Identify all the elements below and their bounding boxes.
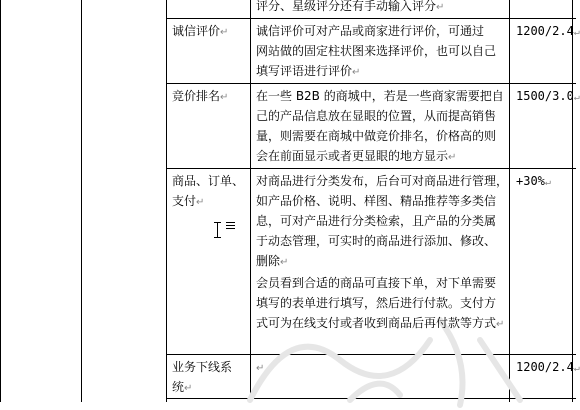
paragraph-mark: ↵ [280, 257, 289, 268]
description-line: 于动态管理，可实时的商品进行添加、修改、 [256, 234, 497, 248]
description-line: 会员看到合适的商品可直接下单，对下单需要 [256, 276, 497, 290]
description-line: 息，可对产品进行分类检索，且产品的分类属 [256, 214, 497, 228]
text-cursor-icon [214, 222, 222, 238]
paragraph-mark: ↵ [184, 383, 193, 394]
description-line: 评分、星级评分还有手动输入评分 [256, 0, 437, 13]
description-line: 量，则需要在商城中做竞价排名，价格高的则 [256, 129, 497, 143]
description-line: 会在前面显示或者更显眼的地方显示 [256, 149, 449, 163]
description-line: 如产品价格、说明、样图、精品推荐等多类信 [256, 194, 497, 208]
row-goods-price [516, 171, 551, 193]
column-divider-name-desc [166, 0, 167, 402]
row-goods-description [256, 171, 508, 335]
row-divider [166, 18, 576, 19]
row-bid-name [172, 86, 228, 108]
price-value: 1200/2.4 [516, 24, 574, 38]
table-border-left [81, 0, 82, 402]
description-line: 在一些 B2B 的商城中，若是一些商家需要把自 [256, 89, 504, 103]
row-offline-description [256, 357, 264, 379]
row-trust-description [256, 21, 496, 83]
paragraph-mark: ↵ [256, 363, 265, 374]
text-align-icon [226, 222, 235, 230]
table-border-left-outer [0, 0, 1, 402]
description-line: 己的产品信息放在显眼的位置，从而提高销售 [256, 109, 497, 123]
row-divider [166, 83, 576, 84]
row-goods-name [172, 171, 244, 213]
paragraph-mark: ↵ [220, 92, 229, 103]
paragraph-mark: ↵ [352, 67, 361, 78]
row-trust-price [516, 21, 580, 43]
table-border-right [572, 0, 573, 402]
price-value: 1200/2.4 [516, 360, 574, 374]
paragraph-mark: ↵ [448, 152, 457, 163]
row-trust-name [172, 21, 228, 43]
paragraph-mark: ↵ [573, 27, 580, 38]
paragraph-mark: ↵ [573, 363, 580, 374]
row-bid-price [516, 86, 580, 108]
paragraph-mark: ↵ [220, 27, 229, 38]
price-value: +30% [516, 174, 545, 188]
description-line: 诚信评价可对产品或商家进行评价，可通过 [256, 24, 485, 38]
description-line: 删除 [256, 254, 281, 268]
feature-name: 统 [172, 380, 185, 394]
price-value: 1500/3.0 [516, 89, 574, 103]
feature-name: 支付 [172, 194, 197, 208]
column-divider-desc-price [250, 0, 251, 402]
description-line: 网站做的固定柱状图来选择评价，也可以自己 [256, 44, 497, 58]
paragraph-mark: ↵ [544, 177, 551, 188]
row-divider [166, 354, 576, 355]
row-offline-price [516, 357, 580, 379]
column-divider-price [509, 0, 510, 402]
row-divider [166, 168, 576, 169]
feature-name: 诚信评价 [172, 24, 221, 38]
row-offline-name [172, 357, 232, 399]
row-bid-description [256, 86, 504, 168]
paragraph-mark: ↵ [496, 319, 505, 330]
row-top-description [256, 0, 444, 18]
description-line: 填写评语进行评价 [256, 64, 353, 78]
description-line: 填写的表单进行填写，然后进行付款。支付方 [256, 296, 497, 310]
description-line: 式可为在线支付或者收到商品后再付款等方式 [256, 316, 497, 330]
paragraph-mark: ↵ [436, 2, 445, 13]
feature-name: 竞价排名 [172, 89, 221, 103]
feature-name: 业务下线系 [172, 360, 233, 374]
description-line: 对商品进行分类发布，后台可对商品进行管理， [256, 174, 509, 188]
paragraph-mark: ↵ [196, 197, 205, 208]
paragraph-mark: ↵ [573, 92, 580, 103]
feature-name: 商品、订单、 [172, 174, 245, 188]
